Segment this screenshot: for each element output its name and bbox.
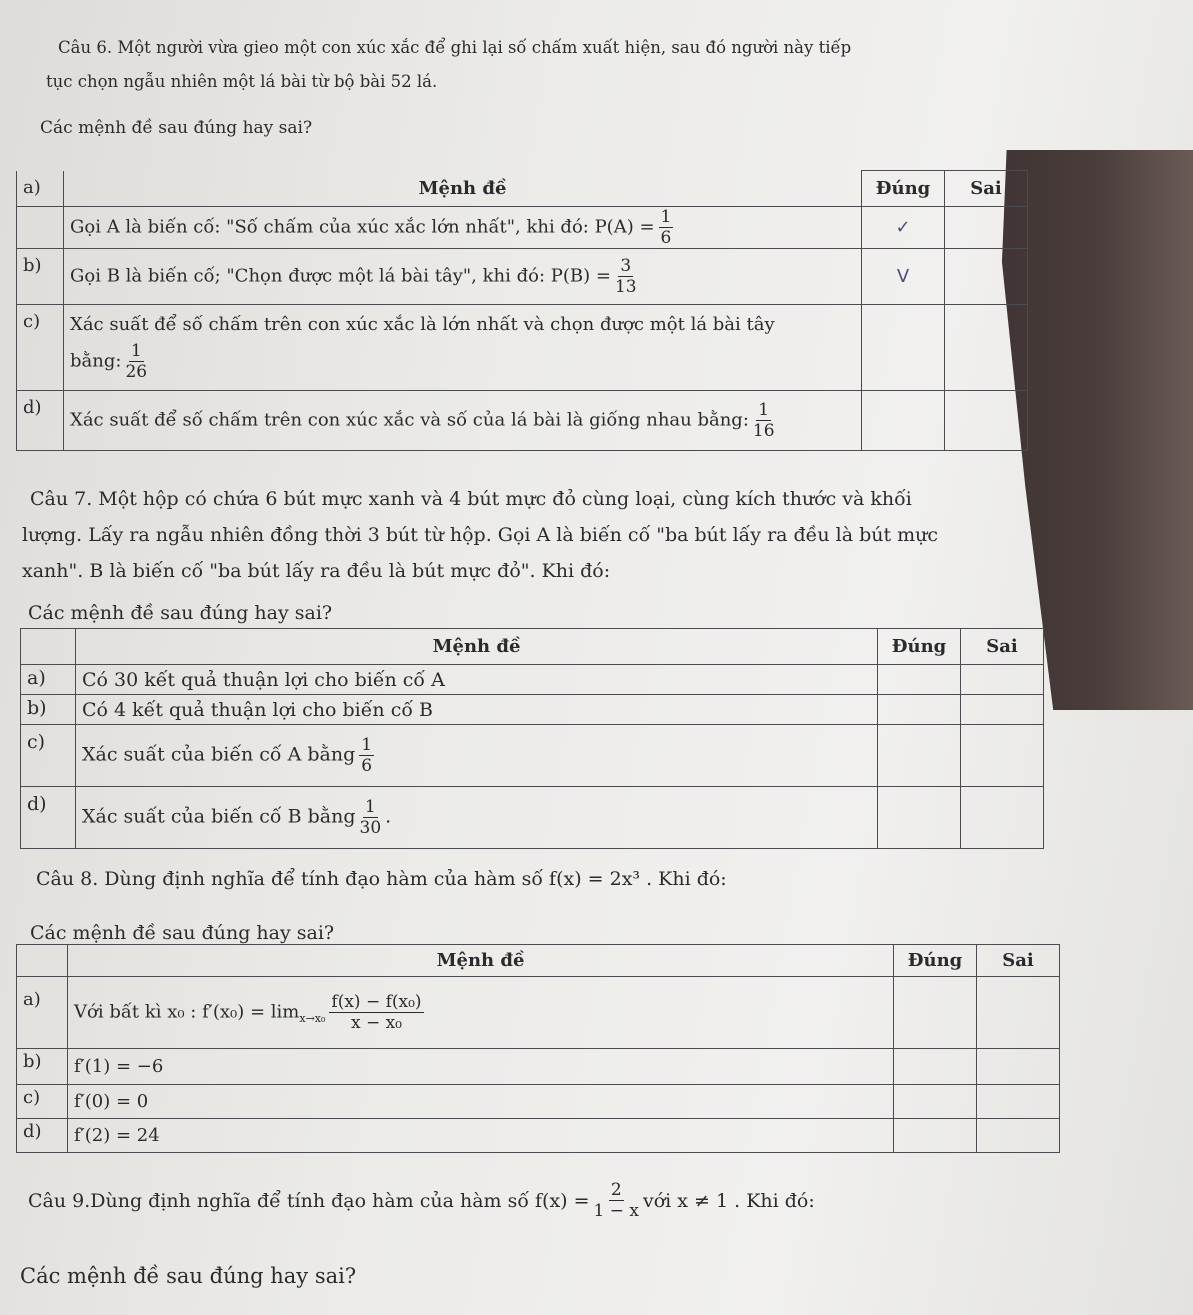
q6-row-a <box>64 207 862 249</box>
q8-prompt: Các mệnh đề sau đúng hay sai? <box>30 922 335 944</box>
q6-row-d-true-cell[interactable] <box>862 391 945 451</box>
q8-row-c-label: c) <box>17 1085 68 1119</box>
q7-row-d-fraction: $\frac{1}{30}$ <box>359 797 382 838</box>
q7-row-d: Xác suất của biến cố B bằng $\frac{1}{30}$ . <box>76 787 878 849</box>
q8-row-b-false-cell[interactable] <box>977 1049 1060 1085</box>
q7-row-d-label: d) <box>21 787 76 849</box>
q7-line1: Câu 7. Một hộp có chứa 6 bút mực xanh và 4 bút mực đỏ cùng loại, cùng kích thước và khối <box>30 488 912 510</box>
q7-row-a-text: Có 30 kết quả thuận lợi cho biến cố A <box>76 665 878 695</box>
q6-row-a-fraction: $\frac{1}{6}$ <box>660 207 672 248</box>
q6-table <box>16 170 1028 451</box>
q8-row-a <box>68 977 894 1049</box>
q6-row-c-text2: bằng: <box>70 350 122 371</box>
q7-line2: lượng. Lấy ra ngẫu nhiên đồng thời 3 bút từ hộp. Gọi A là biến cố "ba bút lấy ra đều là bút mực <box>22 524 939 546</box>
q6-prompt: Các mệnh đề sau đúng hay sai? <box>40 118 313 138</box>
q6-row-b-fraction: $\frac{3}{13}$ <box>614 256 637 297</box>
q6-row-a-label: a) <box>17 171 64 207</box>
q6-row-b-true-cell[interactable]: V <box>862 249 945 305</box>
q8-row-a-limit-sub: x→x₀ <box>299 1012 326 1026</box>
q7-header-true: Đúng <box>878 629 961 665</box>
q8-row-a-true-cell[interactable] <box>894 977 977 1049</box>
q7-row-c-true-cell[interactable] <box>878 725 961 787</box>
q6-line2: tục chọn ngẫu nhiên một lá bài từ bộ bài 52 lá. <box>46 72 438 91</box>
q8-row-a-label: a) <box>17 977 68 1049</box>
q7-row-d-false-cell[interactable] <box>961 787 1044 849</box>
q6-row-c-fraction: $\frac{1}{26}$ <box>125 340 148 382</box>
q9-prompt: Các mệnh đề sau đúng hay sai? <box>20 1264 357 1288</box>
q7-row-c-label: c) <box>21 725 76 787</box>
q7-row-c-text: Xác suất của biến cố A bằng <box>82 743 356 766</box>
q6-row-b-false-cell[interactable] <box>945 249 1028 305</box>
q7-header-false: Sai <box>961 629 1044 665</box>
q8-header-statement: Mệnh đề <box>68 945 894 977</box>
q6-header-true: Đúng <box>862 171 945 207</box>
q6-row-b <box>64 249 862 305</box>
q7-row-a-label: a) <box>21 665 76 695</box>
q6-row-a-true-cell[interactable]: ✓ <box>862 207 945 249</box>
q7-row-b-text: Có 4 kết quả thuận lợi cho biến cố B <box>76 695 878 725</box>
q7-row-c <box>76 725 878 787</box>
q9-line1-end: với x ≠ 1 . Khi đó: <box>643 1189 815 1212</box>
q8-row-b-label: b) <box>17 1049 68 1085</box>
q6-line1: Câu 6. Một người vừa gieo một con xúc xắc để ghi lại số chấm xuất hiện, sau đó người này tiếp <box>58 38 852 57</box>
q6-row-c-false-cell[interactable] <box>945 305 1028 391</box>
q7-row-d-true-cell[interactable] <box>878 787 961 849</box>
q8-row-a-fraction: $\frac{\text{f(x) − f(x₀)}}{\text{x − x₀}}$ <box>331 992 422 1033</box>
q8-row-c-false-cell[interactable] <box>977 1085 1060 1119</box>
q9-line1-start: Câu 9.Dùng định nghĩa để tính đạo hàm của hàm số f(x) = <box>28 1189 590 1212</box>
q7-prompt: Các mệnh đề sau đúng hay sai? <box>28 602 333 624</box>
q6-row-d-text: Xác suất để số chấm trên con xúc xắc và số của lá bài là giống nhau bằng: <box>70 409 749 431</box>
q8-row-d-false-cell[interactable] <box>977 1119 1060 1153</box>
q7-row-b-true-cell[interactable] <box>878 695 961 725</box>
q7-row-a-true-cell[interactable] <box>878 665 961 695</box>
q7-line3: xanh". B là biến cố "ba bút lấy ra đều là bút mực đỏ". Khi đó: <box>22 560 611 582</box>
q6-row-d-label: d) <box>17 391 64 451</box>
q8-row-c-text: f′(0) = 0 <box>68 1085 894 1119</box>
q6-row-b-label: b) <box>17 249 64 305</box>
q8-row-b-true-cell[interactable] <box>894 1049 977 1085</box>
q6-row-b-text: Gọi B là biến cố; "Chọn được một lá bài tây", khi đó: P(B) = <box>70 265 611 287</box>
q7-row-c-fraction: $\frac{1}{6}$ <box>361 735 373 776</box>
q6-row-c-label: c) <box>17 305 64 391</box>
q7-row-d-text: Xác suất của biến cố B bằng <box>82 805 356 828</box>
q7-header-statement: Mệnh đề <box>76 629 878 665</box>
q8-row-a-false-cell[interactable] <box>977 977 1060 1049</box>
q6-row-d-fraction: $\frac{1}{16}$ <box>752 400 775 441</box>
q8-line1: Câu 8. Dùng định nghĩa để tính đạo hàm của hàm số f(x) = 2x³ . Khi đó: <box>36 868 727 890</box>
q6-row-c-text: Xác suất để số chấm trên con xúc xắc là lớn nhất và chọn được một lá bài tây <box>70 313 775 335</box>
q6-header-false: Sai <box>945 171 1028 207</box>
q8-table <box>16 944 1060 1153</box>
q7-table <box>20 628 1044 849</box>
q6-row-d <box>64 391 862 451</box>
q8-header-true: Đúng <box>894 945 977 977</box>
q8-row-b-text: f′(1) = −6 <box>68 1049 894 1085</box>
q6-row-c-true-cell[interactable] <box>862 305 945 391</box>
q9-fraction: $\frac{2}{1 - x}$ <box>593 1180 639 1221</box>
q8-row-d-label: d) <box>17 1119 68 1153</box>
q7-row-b-label: b) <box>21 695 76 725</box>
q8-row-d-text: f′(2) = 24 <box>68 1119 894 1153</box>
q9-line1 <box>28 1180 815 1221</box>
q7-row-b-false-cell[interactable] <box>961 695 1044 725</box>
q6-header-statement: Mệnh đề <box>64 171 862 207</box>
q6-row-c <box>64 305 862 391</box>
q7-row-c-false-cell[interactable] <box>961 725 1044 787</box>
q6-row-a-false-cell[interactable] <box>945 207 1028 249</box>
q7-row-a-false-cell[interactable] <box>961 665 1044 695</box>
q8-row-c-true-cell[interactable] <box>894 1085 977 1119</box>
q8-row-d-true-cell[interactable] <box>894 1119 977 1153</box>
q6-row-d-false-cell[interactable] <box>945 391 1028 451</box>
q8-row-a-text: Với bất kì x₀ : f′(x₀) = lim <box>74 1001 300 1023</box>
q8-header-false: Sai <box>977 945 1060 977</box>
q6-row-a-text: Gọi A là biến cố: "Số chấm của xúc xắc lớn nhất", khi đó: P(A) = <box>70 216 655 238</box>
